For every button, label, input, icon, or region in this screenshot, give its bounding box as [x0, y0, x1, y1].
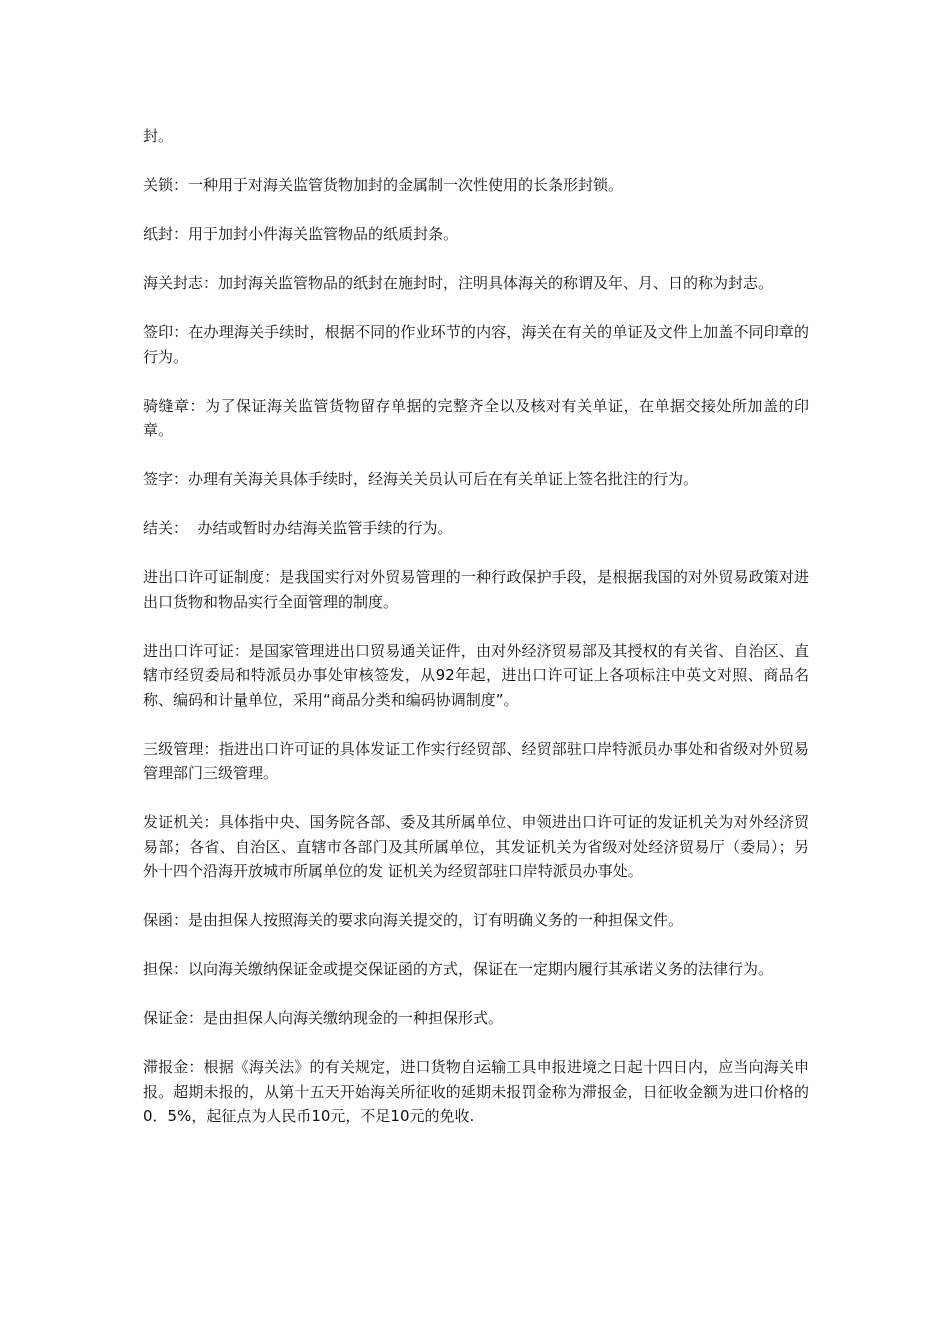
paragraph-stamping: 签印：在办理海关手续时，根据不同的作业环节的内容，海关在有关的单证及文件上加盖不同印章的行为。	[143, 323, 809, 366]
paragraph-license: 进出口许可证：是国家管理进出口贸易通关证件，由对外经济贸易部及其授权的有关省、自治区、直辖市经贸委局和特派员办事处审核签发，从92年起，进出口许可证上各项标注中英文对照、商品名称、编码和计量单位，采用“商品分类和编码协调制度”。	[143, 641, 809, 709]
paragraph-seam-stamp: 骑缝章：为了保证海关监管货物留存单据的完整齐全以及核对有关单证，在单据交接处所加盖的印章。	[143, 396, 809, 439]
paragraph-issuing-authority: 发证机关：具体指中央、国务院各部、委及其所属单位、申领进出口许可证的发证机关为对外经济贸易部；各省、自治区、直辖市各部门及其所属单位，其发证机关为省级对处经济贸易厅（委局）；另外十四个沿海开放城市所属单位的发 证机关为经贸部驻口岸特派员办事处。	[143, 813, 809, 880]
paragraph-paper-seal: 纸封：用于加封小件海关监管物品的纸质封条。	[143, 225, 459, 243]
paragraph-late-declaration-fee: 滞报金：根据《海关法》的有关规定，进口货物自运输工具申报进境之日起十四日内，应当向海关申报。超期未报的，从第十五天开始海关所征收的延期未报罚金称为滞报金，日征收金额为进口价格的0．5%，起征点为人民币10元，不足10元的免收.	[143, 1058, 809, 1125]
paragraph-customs-lock: 关锁：一种用于对海关监管货物加封的金属制一次性使用的长条形封锁。	[143, 176, 624, 194]
paragraph-signature: 签字：办理有关海关具体手续时，经海关关员认可后在有关单证上签名批注的行为。	[143, 470, 699, 488]
paragraph-three-level-management: 三级管理：指进出口许可证的具体发证工作实行经贸部、经贸部驻口岸特派员办事处和省级对外贸易管理部门三级管理。	[143, 739, 809, 782]
paragraph-customs-seal-mark: 海关封志：加封海关监管物品的纸封在施封时，注明具体海关的称谓及年、月、日的称为封志。	[143, 274, 774, 292]
paragraph-guarantee: 担保：以向海关缴纳保证金或提交保证函的方式，保证在一定期内履行其承诺义务的法律行为。	[143, 960, 774, 978]
paragraph-license-system: 进出口许可证制度：是我国实行对外贸易管理的一种行政保护手段，是根据我国的对外贸易政策对进出口货物和物品实行全面管理的制度。	[143, 568, 809, 611]
paragraph-deposit: 保证金：是由担保人向海关缴纳现金的一种担保形式。	[143, 1009, 504, 1027]
paragraph-guarantee-letter: 保函：是由担保人按照海关的要求向海关提交的，订有明确义务的一种担保文件。	[143, 911, 684, 929]
paragraph-customs-clearance: 结关： 办结或暂时办结海关监管手续的行为。	[143, 519, 453, 537]
document-body	[143, 124, 809, 1129]
paragraph-seal-end: 封。	[143, 127, 174, 145]
